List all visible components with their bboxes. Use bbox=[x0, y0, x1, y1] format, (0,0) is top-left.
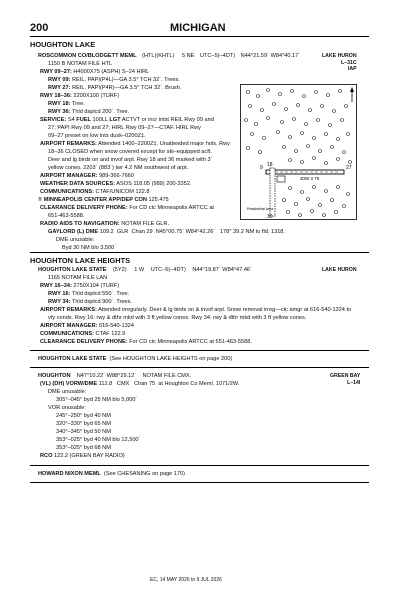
rwy09-text: REIL. PAPI(P4L)—GA 3.5° TCH 32´. Trees. bbox=[72, 77, 180, 83]
gaylord-line bbox=[48, 229, 285, 236]
houghton-vor-r5: 353°–025° byd 68 NM bbox=[56, 445, 111, 451]
houghton-chart: L–14I bbox=[347, 379, 361, 386]
rwy18-label: RWY 18: bbox=[48, 101, 71, 107]
hlh-clearance-label: CLEARANCE DELIVERY PHONE: bbox=[40, 339, 128, 345]
hlh-rwy16-line bbox=[48, 291, 129, 298]
page-number: 200 bbox=[30, 22, 49, 34]
comm-text: CTAF/UNICOM 122.8 bbox=[95, 189, 150, 195]
chart-ref: L–31C bbox=[341, 59, 357, 66]
service-label: SERVICE: bbox=[40, 117, 67, 123]
houghton-rco-label: RCO bbox=[40, 453, 53, 459]
remarks-text-1: Attended 1400–2200Z‡. Unattended major hols. Rwy bbox=[98, 141, 230, 147]
howard-nixon-ref: (See CHESANING on page 170) bbox=[103, 471, 186, 477]
rwy09-label: RWY 09: bbox=[48, 77, 71, 83]
hlh-airport-coords: N44°19.87´ W84°47.46´ bbox=[192, 267, 252, 273]
manager-label: AIRPORT MANAGER: bbox=[40, 173, 98, 179]
manager-phone: 989-366-7660 bbox=[99, 173, 134, 179]
rwy-27-label: 27 bbox=[346, 165, 352, 171]
hlh-manager-label: AIRPORT MANAGER: bbox=[40, 323, 98, 329]
hlh-rwy16-text: Thld dsplcd 550´. Tree. bbox=[71, 291, 130, 297]
approach-freq: 125.475 bbox=[148, 197, 169, 203]
houghton-vor-r3: 340°–345° byd 50 NM bbox=[56, 429, 111, 435]
houghton-rco-text: 122.2 (GREEN BAY RADIO) bbox=[54, 453, 125, 459]
remarks-label: AIRPORT REMARKS: bbox=[40, 141, 97, 147]
approach-symbol: ® bbox=[38, 197, 43, 203]
houghton-vor-line bbox=[40, 381, 239, 388]
houghton-dme-r1: 305°–045° byd 25 NM blo 5,000´ bbox=[56, 397, 138, 403]
rwy-09-27-spec: H4000X75 (ASPH) S–24 HIRL bbox=[73, 69, 150, 75]
houghton-dme-unusable: DME unusable: bbox=[48, 389, 87, 395]
rwy18-line bbox=[48, 101, 85, 108]
manager-line bbox=[40, 173, 134, 180]
rwy27-text: REIL. PAPI(P4R)—GA 3.5° TCH 32´. Brush. bbox=[72, 85, 182, 91]
gaylord-ident: GLR bbox=[116, 229, 129, 235]
hlh-clearance-line bbox=[40, 339, 252, 346]
houghton-rco-line bbox=[40, 453, 125, 460]
airport-diagram-svg bbox=[240, 84, 357, 220]
hlh-region: LAKE HURON bbox=[322, 267, 357, 273]
remarks-line-4: yellow cones. 2203´ (883´) twr 4.2 NM southwest of arpt. bbox=[48, 165, 189, 171]
hlh-airport-ident: (5Y2) bbox=[112, 267, 127, 273]
lgt-text: ACTVT or incr intst REIL Rwy 09 and bbox=[121, 117, 214, 123]
gaylord-freq: 109.2 bbox=[99, 229, 114, 235]
remarks-line-2: 18–36 CLOSED when snow covered except for ski–equipped acft. bbox=[48, 149, 212, 155]
airport-utc: UTC–5(–4DT) bbox=[199, 53, 236, 59]
hls-ref-text: (See HOUGHTON LAKE HEIGHTS on page 200) bbox=[109, 356, 233, 362]
houghton-notam: NOTAM FILE CMX. bbox=[142, 373, 192, 379]
rwy-9-label: 9 bbox=[260, 165, 263, 171]
hlh-rwy-16-34-spec: 2750X104 (TURF) bbox=[73, 283, 120, 289]
houghton-vor-unusable: VOR unusable: bbox=[48, 405, 86, 411]
rwy36-text: Thld dsplcd 200´. Tree. bbox=[71, 109, 130, 115]
hlh-clearance-text: For CD ctc Minneapolis ARTCC at 651-463-5588. bbox=[129, 339, 252, 345]
rwy-18-36-line bbox=[40, 93, 119, 100]
radio-line bbox=[40, 221, 169, 228]
howard-nixon-name: HOWARD NIXON MEML bbox=[38, 471, 101, 477]
gaylord-chan: Chan 29 bbox=[131, 229, 153, 235]
diagram-border bbox=[241, 85, 357, 220]
fuel-text: 100LL bbox=[92, 117, 108, 123]
remarks-line-1 bbox=[40, 141, 230, 148]
clearance-line-2: 651-463-5588. bbox=[48, 213, 85, 219]
state-title: MICHIGAN bbox=[170, 22, 226, 34]
houghton-region-box bbox=[330, 373, 360, 386]
runway-dim-label: 4000 X 75 bbox=[300, 176, 320, 181]
airport-diagram bbox=[240, 84, 357, 220]
hlh-airport-utc: UTC–5(–4DT) bbox=[150, 267, 186, 273]
dme-unusable-line: DME unusable: bbox=[56, 237, 95, 243]
hlh-rwy-16-34-line bbox=[40, 283, 119, 290]
elev-line: 1150 B NOTAM FILE HTL bbox=[48, 61, 113, 67]
approach-line bbox=[38, 197, 169, 204]
houghton-line bbox=[38, 373, 191, 380]
hls-ref-name: HOUGHTON LAKE STATE bbox=[38, 356, 107, 362]
hlh-rwy34-text: Thld dsplcd 900´. Trees. bbox=[71, 299, 132, 305]
wx-line bbox=[40, 181, 191, 188]
houghton-name: HOUGHTON bbox=[38, 373, 71, 379]
clearance-line bbox=[40, 205, 214, 212]
houghton-vor-freq: 112.8 bbox=[98, 381, 113, 387]
approach-label: MINNEAPOLIS CENTER APP/DEP CON bbox=[43, 197, 147, 203]
hlh-rwy34-label: RWY 34: bbox=[48, 299, 71, 305]
airport-coords: N44°21.59´ W84°40.17´ bbox=[240, 53, 301, 59]
rwy36-line bbox=[48, 109, 129, 116]
ramp-area bbox=[277, 176, 285, 182]
service-s4: S4 bbox=[67, 117, 75, 123]
hlh-comm-text: CTAF 122.9 bbox=[95, 331, 126, 337]
hlh-airport-name-line bbox=[38, 267, 252, 274]
effective-dates: EC, 14 MAY 2026 to 9 JUL 2026 bbox=[150, 577, 222, 583]
section-divider-4 bbox=[30, 465, 369, 466]
residential-area-label: Residential Area bbox=[247, 207, 274, 211]
hlh-remarks-text-1: Attended irregularly. Deer & lg birds on & invof arpt. Snow removal irreg—ctc amgr at 616-540-1324 to bbox=[98, 307, 352, 313]
fuel-label: FUEL bbox=[76, 117, 91, 123]
airport-name: ROSCOMMON CO/BLODGETT MEML bbox=[38, 53, 137, 59]
hls-ref-line bbox=[38, 356, 232, 363]
clearance-label: CLEARANCE DELIVERY PHONE: bbox=[40, 205, 128, 211]
rwy-36-label: 36 bbox=[267, 214, 273, 220]
section-divider-1 bbox=[30, 252, 369, 253]
comm-line bbox=[40, 189, 150, 196]
houghton-vor-ident: CMX bbox=[116, 381, 130, 387]
hlh-remarks-label: AIRPORT REMARKS: bbox=[40, 307, 97, 313]
rwy-18-label: 18 bbox=[267, 162, 273, 168]
service-line bbox=[40, 117, 214, 124]
hlh-rwy-16-34-label: RWY 16–34: bbox=[40, 283, 72, 289]
radio-label: RADIO AIDS TO NAVIGATION: bbox=[40, 221, 120, 227]
hlh-comm-label: COMMUNICATIONS: bbox=[40, 331, 94, 337]
hlh-rwy16-label: RWY 16: bbox=[48, 291, 71, 297]
hlh-comm-line bbox=[40, 331, 125, 338]
hlh-airport-name: HOUGHTON LAKE STATE bbox=[38, 267, 107, 273]
houghton-vor-r4: 353°–025° byd 40 NM blo 12,500´ bbox=[56, 437, 141, 443]
houghton-coords: N47°10.22´ W88°29.12´ bbox=[76, 373, 137, 379]
houghton-vor-class: (VL) (DH) VORW/DME bbox=[40, 381, 98, 387]
hlh-remarks-line-1 bbox=[40, 307, 351, 314]
gaylord-class: (L) DME bbox=[77, 229, 99, 235]
rwy-18-36-label: RWY 18–36: bbox=[40, 93, 72, 99]
houghton-region: GREEN BAY bbox=[330, 373, 361, 379]
section-divider-2 bbox=[30, 350, 369, 351]
hlh-elev-line: 1165 NOTAM FILE LAN bbox=[48, 275, 108, 281]
clearance-text-1: For CD ctc Minneapolis ARTCC at bbox=[129, 205, 214, 211]
rwy18-text: Tree. bbox=[71, 101, 85, 107]
service-line-3: 09–27 preset on low ints dusk–0200Z‡. bbox=[48, 133, 146, 139]
hlh-manager-phone: 616-540-1324 bbox=[99, 323, 134, 329]
iap-ref: IAP bbox=[347, 66, 357, 73]
houghton-vor-chan: Chan 75 bbox=[134, 381, 156, 387]
gaylord-bearing: 178° 39.2 NM to fld. 1318. bbox=[219, 229, 285, 235]
hlh-rwy34-line bbox=[48, 299, 132, 306]
rwy36-label: RWY 36: bbox=[48, 109, 71, 115]
airport-ident: (HTL)(KHTL) bbox=[142, 53, 175, 59]
dme-byd-line: Byd 30 NM blo 3,500´ bbox=[62, 245, 117, 251]
houghton-vor-loc: at Houghton Co Meml. 1071/2W. bbox=[158, 381, 240, 387]
gaylord-coords: N45°00.75´ W84°42.26´ bbox=[155, 229, 216, 235]
hlh-manager-line bbox=[40, 323, 134, 330]
airport-name-line bbox=[38, 53, 300, 60]
service-line-2: 27; PAPI Rwy 09 and 27; HIRL Rwy 09–27—CTAF. HIRL Rwy bbox=[48, 125, 201, 131]
rwy-18-36-spec: 2200X100 (TURF) bbox=[73, 93, 120, 99]
city-heading-houghton-lake: HOUGHTON LAKE bbox=[30, 40, 96, 49]
header-rule bbox=[30, 36, 369, 37]
wx-text: ASOS 118.05 (989) 200-3352. bbox=[116, 181, 192, 187]
section-divider-5 bbox=[30, 482, 369, 483]
rwy27-line bbox=[48, 85, 181, 92]
region-name: LAKE HURON bbox=[322, 53, 357, 59]
wx-label: WEATHER DATA SOURCES: bbox=[40, 181, 115, 187]
city-heading-houghton-lake-heights: HOUGHTON LAKE HEIGHTS bbox=[30, 256, 131, 265]
rwy-09-27-label: RWY 09–27: bbox=[40, 69, 72, 75]
radio-text: NOTAM FILE GLR. bbox=[121, 221, 169, 227]
hlh-airport-location: 1 W bbox=[134, 267, 145, 273]
houghton-vor-r2: 320°–330° byd 65 NM bbox=[56, 421, 111, 427]
section-divider-3 bbox=[30, 367, 369, 368]
rwy-09-27-line bbox=[40, 69, 149, 76]
houghton-vor-r1: 245°–250° byd 40 NM bbox=[56, 413, 111, 419]
hlh-remarks-line-2: vfy conds. Rwy 16: rwy & dthr mkd with 3 ft yellow cones. Rwy 34: rwy & dthr mkd with 3 ft yellow cones. bbox=[48, 315, 307, 321]
airport-location: 5 NE bbox=[181, 53, 195, 59]
lgt-label: LGT bbox=[109, 117, 121, 123]
remarks-line-3: Deer and lg birds on and invof arpt. Rwy 18 and 36 marked with 3´ bbox=[48, 157, 213, 163]
rwy27-label: RWY 27: bbox=[48, 85, 71, 91]
rwy09-line bbox=[48, 77, 180, 84]
gaylord-name: GAYLORD bbox=[48, 229, 76, 235]
howard-nixon-line bbox=[38, 471, 185, 478]
comm-label: COMMUNICATIONS: bbox=[40, 189, 94, 195]
region-box bbox=[322, 53, 357, 73]
